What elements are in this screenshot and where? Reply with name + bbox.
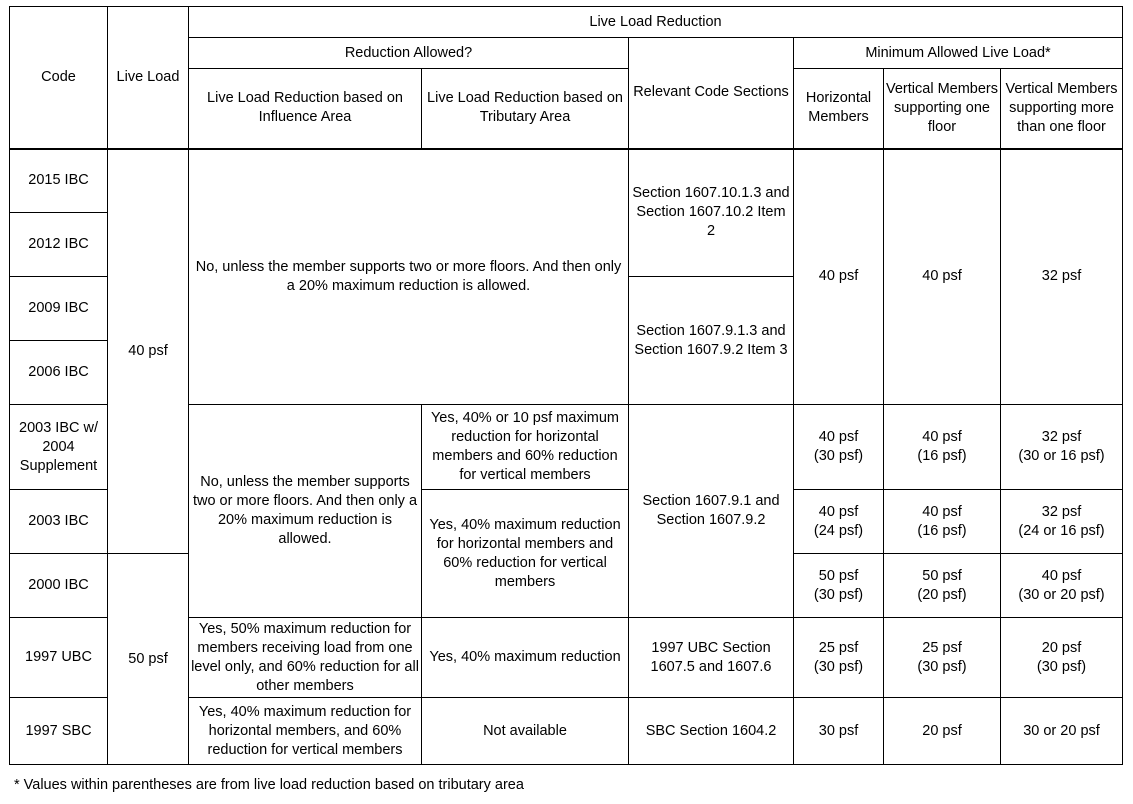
code-section-cell: SBC Section 1604.2	[629, 698, 794, 765]
live-load-cell: 40 psf	[108, 149, 189, 554]
footnote: * Values within parentheses are from live load reduction based on tributary area	[14, 777, 524, 793]
code-cell: 2012 IBC	[10, 213, 108, 277]
header-reduction-allowed: Reduction Allowed?	[189, 38, 629, 69]
code-cell: 1997 SBC	[10, 698, 108, 765]
influence-cell: Yes, 50% maximum reduction for members receiving load from one level only, and 60% reduction for all other members	[189, 618, 422, 698]
header-influence-area: Live Load Reduction based on Influence Area	[189, 69, 422, 149]
code-section-cell: Section 1607.10.1.3 and Section 1607.10.2 Item 2	[629, 149, 794, 277]
header-live-load: Live Load	[108, 7, 189, 149]
min-vertical-one-cell: 40 psf (16 psf)	[884, 490, 1001, 554]
header-code: Code	[10, 7, 108, 149]
header-live-load-reduction: Live Load Reduction	[189, 7, 1123, 38]
header-vertical-one-floor: Vertical Members supporting one floor	[884, 69, 1001, 149]
code-cell: 2003 IBC	[10, 490, 108, 554]
min-vertical-more-cell: 20 psf (30 psf)	[1001, 618, 1123, 698]
min-horizontal-cell: 40 psf (24 psf)	[794, 490, 884, 554]
header-tributary-area: Live Load Reduction based on Tributary Area	[422, 69, 629, 149]
min-vertical-one-cell: 20 psf	[884, 698, 1001, 765]
code-section-cell: 1997 UBC Section 1607.5 and 1607.6	[629, 618, 794, 698]
header-minimum-allowed: Minimum Allowed Live Load*	[794, 38, 1123, 69]
header-relevant-code-sections: Relevant Code Sections	[629, 38, 794, 149]
code-section-cell: Section 1607.9.1.3 and Section 1607.9.2 Item 3	[629, 277, 794, 405]
reduction-cell: No, unless the member supports two or more floors. And then only a 20% maximum reduction is allowed.	[189, 149, 629, 405]
tributary-cell: Yes, 40% maximum reduction	[422, 618, 629, 698]
influence-cell: No, unless the member supports two or more floors. And then only a 20% maximum reduction is allowed.	[189, 405, 422, 618]
code-cell: 2006 IBC	[10, 341, 108, 405]
tributary-cell: Not available	[422, 698, 629, 765]
min-vertical-one-cell: 40 psf	[884, 149, 1001, 405]
code-cell: 2003 IBC w/ 2004 Supplement	[10, 405, 108, 490]
min-horizontal-cell: 25 psf (30 psf)	[794, 618, 884, 698]
min-vertical-one-cell: 25 psf (30 psf)	[884, 618, 1001, 698]
min-horizontal-cell: 30 psf	[794, 698, 884, 765]
min-vertical-more-cell: 32 psf	[1001, 149, 1123, 405]
tributary-cell: Yes, 40% maximum reduction for horizontal members and 60% reduction for vertical members	[422, 490, 629, 618]
min-vertical-more-cell: 32 psf (30 or 16 psf)	[1001, 405, 1123, 490]
influence-cell: Yes, 40% maximum reduction for horizontal members, and 60% reduction for vertical members	[189, 698, 422, 765]
min-vertical-more-cell: 30 or 20 psf	[1001, 698, 1123, 765]
min-horizontal-cell: 50 psf (30 psf)	[794, 554, 884, 618]
code-cell: 2015 IBC	[10, 149, 108, 213]
header-vertical-more-floors: Vertical Members supporting more than one floor	[1001, 69, 1123, 149]
min-vertical-more-cell: 32 psf (24 or 16 psf)	[1001, 490, 1123, 554]
live-load-cell: 50 psf	[108, 554, 189, 765]
code-cell: 1997 UBC	[10, 618, 108, 698]
live-load-reduction-table	[9, 6, 1123, 765]
min-vertical-more-cell: 40 psf (30 or 20 psf)	[1001, 554, 1123, 618]
min-vertical-one-cell: 50 psf (20 psf)	[884, 554, 1001, 618]
header-horizontal-members: Horizontal Members	[794, 69, 884, 149]
code-section-cell: Section 1607.9.1 and Section 1607.9.2	[629, 405, 794, 618]
tributary-cell: Yes, 40% or 10 psf maximum reduction for horizontal members and 60% reduction for vertical members	[422, 405, 629, 490]
min-horizontal-cell: 40 psf	[794, 149, 884, 405]
min-vertical-one-cell: 40 psf (16 psf)	[884, 405, 1001, 490]
min-horizontal-cell: 40 psf (30 psf)	[794, 405, 884, 490]
code-cell: 2000 IBC	[10, 554, 108, 618]
code-cell: 2009 IBC	[10, 277, 108, 341]
